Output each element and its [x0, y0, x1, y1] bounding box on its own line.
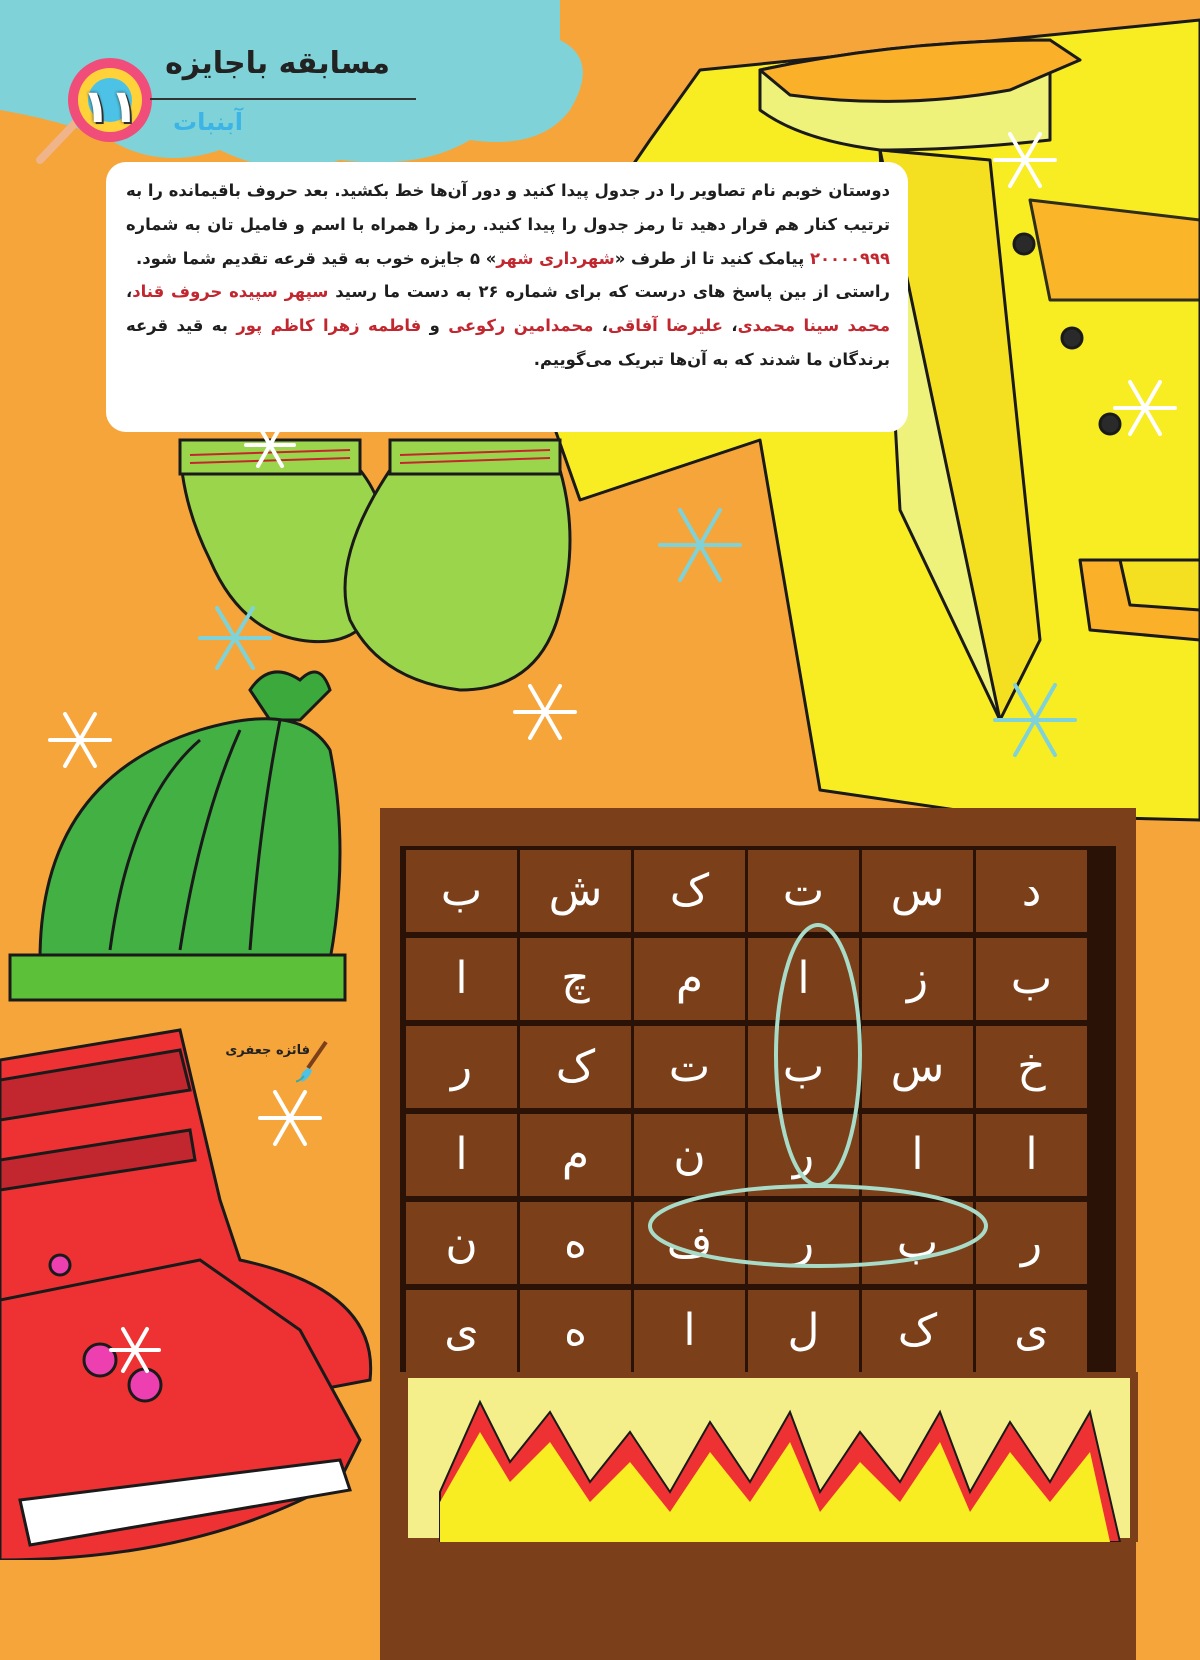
grid-cell[interactable]: ت	[634, 1026, 745, 1108]
separator: ،	[722, 316, 738, 336]
grid-cell[interactable]: ر	[748, 1114, 859, 1196]
fireplace-illustration	[400, 1372, 1138, 1542]
grid-cell[interactable]: س	[862, 1026, 973, 1108]
grid-cell[interactable]: ا	[976, 1114, 1087, 1196]
paintbrush-icon	[296, 1038, 336, 1088]
grid-cell[interactable]: ا	[406, 938, 517, 1020]
grid-cell[interactable]: چ	[520, 938, 631, 1020]
grid-cell[interactable]: م	[520, 1114, 631, 1196]
grid-cell[interactable]: ا	[634, 1290, 745, 1372]
grid-cell[interactable]: ر	[748, 1202, 859, 1284]
grid-cell[interactable]: م	[634, 938, 745, 1020]
grid-cell[interactable]: ن	[406, 1202, 517, 1284]
title-underline	[150, 98, 416, 100]
winner-name: محمد سینا محمدی	[737, 316, 890, 336]
grid-cell[interactable]: ب	[748, 1026, 859, 1108]
grid-cell[interactable]: ب	[862, 1202, 973, 1284]
sponsor-logo: شهرداری شهر	[496, 248, 615, 268]
winner-name: محمدامین رکوعی	[448, 316, 594, 336]
grid-cell[interactable]: ز	[862, 938, 973, 1020]
winner-name: فاطمه زهرا کاظم پور	[236, 316, 422, 336]
grid-cell[interactable]: ل	[748, 1290, 859, 1372]
instructions-text: دوستان خوبم نام تصاویر را در جدول پیدا کنید و دور آن‌ها خط بکشید. بعد حروف باقیمانده را به ترتیب کنار هم قرار دهید تا رمز جدول را پیدا کنید.	[126, 181, 890, 234]
winners-paragraph	[126, 275, 890, 376]
grid-cell[interactable]: ا	[406, 1114, 517, 1196]
separator: و	[421, 316, 449, 336]
grid-cell[interactable]: ر	[406, 1026, 517, 1108]
grid-cell[interactable]: ک	[634, 850, 745, 932]
grid-cell[interactable]: خ	[976, 1026, 1087, 1108]
grid-cell[interactable]: ه	[520, 1202, 631, 1284]
brand-logo: آبنبات	[173, 108, 243, 136]
instructions-text: پیامک کنید تا از طرف «	[614, 248, 805, 268]
grid-cell[interactable]: ش	[520, 850, 631, 932]
grid-cell[interactable]: ا	[862, 1114, 973, 1196]
grid-cell[interactable]: ا	[748, 938, 859, 1020]
issue-number: ۱۱	[81, 79, 139, 133]
grid-cell[interactable]: ر	[976, 1202, 1087, 1284]
grid-cell[interactable]: ه	[520, 1290, 631, 1372]
mittens-illustration	[180, 440, 570, 690]
separator: ،	[126, 282, 133, 302]
instructions-text: رمز را همراه با اسم و فامیل تان به شماره	[126, 214, 477, 234]
boots-illustration	[0, 1030, 371, 1560]
word-search-grid	[400, 846, 1116, 1376]
instructions-box	[106, 162, 908, 432]
grid-cell[interactable]: ب	[406, 850, 517, 932]
winner-name: سپهر سپیده حروف قناد	[132, 282, 329, 302]
winner-name: علیرضا آفاقی	[607, 316, 723, 336]
instructions-text: » ۵ جایزه خوب به قید قرعه تقدیم شما شود.	[136, 248, 497, 268]
hat-illustration	[10, 672, 345, 1000]
page-title: مسابقه باجایزه	[165, 46, 390, 81]
grid-cell[interactable]: ب	[976, 938, 1087, 1020]
illustrator-credit: فائزه جعفری	[225, 1043, 310, 1058]
instructions-paragraph	[126, 174, 890, 275]
grid-cell[interactable]: ک	[520, 1026, 631, 1108]
winners-outro: به قید قرعه برندگان ما شدند که به آن‌ها تبریک می‌گوییم.	[126, 316, 890, 369]
grid-cell[interactable]: ک	[862, 1290, 973, 1372]
winners-intro: راستی از بین پاسخ های درست که برای شماره ۲۶ به دست ما رسید	[335, 282, 890, 302]
sms-number: ۲۰۰۰۰۹۹۹	[809, 248, 890, 268]
grid-cell[interactable]: ف	[634, 1202, 745, 1284]
grid-cell[interactable]: ی	[406, 1290, 517, 1372]
grid-cell[interactable]: د	[976, 850, 1087, 932]
grid-cell[interactable]: ی	[976, 1290, 1087, 1372]
grid-cell[interactable]: س	[862, 850, 973, 932]
grid-cell[interactable]: ت	[748, 850, 859, 932]
grid-cell[interactable]: ن	[634, 1114, 745, 1196]
separator: ،	[593, 316, 608, 336]
